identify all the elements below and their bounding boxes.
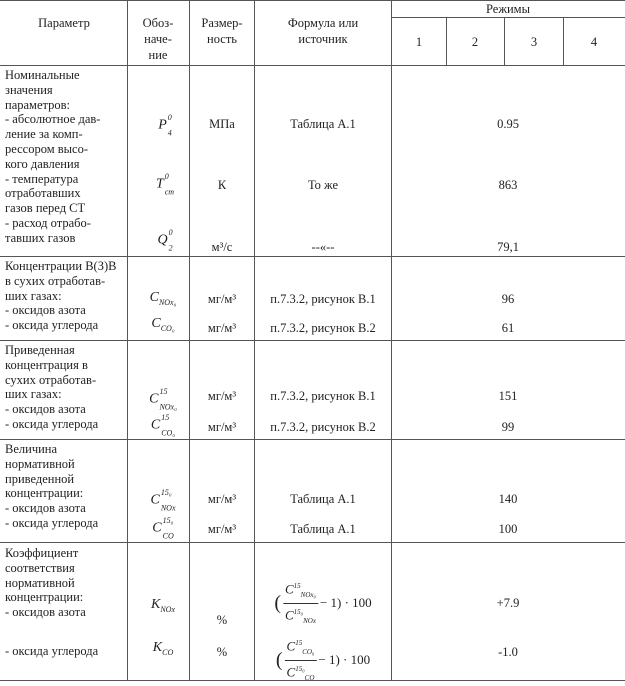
- col-sep-1: [127, 0, 128, 681]
- header-param: Параметр: [38, 16, 90, 30]
- s2-r1-symbol: $C_{NOx_0}$: [149, 290, 177, 307]
- s3-r2-source: п.7.3.2, рисунок В.2: [270, 420, 376, 434]
- header-oboz-2: наче-: [144, 32, 172, 46]
- s3-r1-value: 151: [498, 389, 518, 403]
- s4-label: Величина нормативной приведенной концентрации: - оксидов азота - оксида углерода: [5, 442, 99, 530]
- s5-label-2: - оксида углерода: [5, 644, 99, 658]
- mode-2: 2: [471, 35, 479, 49]
- s2-r1-unit: мг/м³: [207, 292, 237, 306]
- s1-r1-symbol: $P^0$ $_4$: [158, 113, 172, 138]
- rule-sec1: [0, 256, 625, 257]
- header-formula-2: источник: [298, 32, 348, 46]
- header-razm-2: ность: [207, 32, 237, 46]
- s4-r1-source: Таблица А.1: [290, 492, 356, 506]
- s4-r2-symbol: $C^{15_0}$ $_{CO}$: [152, 516, 174, 541]
- mode-1: 1: [415, 35, 423, 49]
- s3-r2-symbol: $C^{15}$ $_{CO_0}$: [150, 413, 176, 438]
- rule-header-bottom: [0, 65, 625, 66]
- s5-r1-symbol: $K_{NOx}$: [150, 597, 176, 614]
- s1-r3-value: 79,1: [497, 240, 519, 254]
- s1-r2-symbol: $T^0$ $_{ст}$: [155, 172, 175, 197]
- s1-label: Номинальные значения параметров: - абсолютное дав- ление за комп- рессором высо- кого давления - температура отработавших газов перед СТ - расход отрабо- тавших газов: [5, 68, 101, 245]
- rule-top: [0, 0, 625, 1]
- s2-r2-value: 61: [501, 321, 515, 335]
- s4-r1-value: 140: [498, 492, 518, 506]
- s2-r2-unit: мг/м³: [207, 321, 237, 335]
- s2-r1-source: п.7.3.2, рисунок В.1: [270, 292, 376, 306]
- mode-3: 3: [530, 35, 538, 49]
- s2-label: Концентрации В(З)В в сухих отработав- ших газах: - оксидов азота - оксида углерода: [5, 259, 117, 333]
- s4-r1-unit: мг/м³: [207, 492, 237, 506]
- s5-r2-formula: ( $\frac{C^{15}_{CO_0}}{C^{15_0}_{CO}}$ − 1) · 100: [276, 635, 370, 686]
- s2-r1-value: 96: [501, 292, 515, 306]
- s5-r1-formula: ( $\frac{C^{15}_{NOx_0}}{C^{15_0}_{NOx}}$ − 1) · 100: [274, 578, 371, 629]
- header-oboz-3: ние: [148, 48, 168, 62]
- s1-r3-source: --«--: [311, 240, 335, 254]
- s1-r2-value: 863: [498, 178, 518, 192]
- s5-r1-value: +7.9: [496, 596, 520, 610]
- s3-label: Приведенная концентрация в сухих отработав- ших газах: - оксидов азота - оксида углерода: [5, 343, 99, 431]
- header-modes: Режимы: [486, 2, 530, 16]
- header-formula-1: Формула или: [287, 16, 359, 30]
- rule-modes: [391, 17, 625, 18]
- rule-sec2: [0, 340, 625, 341]
- s3-r1-source: п.7.3.2, рисунок В.1: [270, 389, 376, 403]
- s3-r1-symbol: $C^{15}$ $_{NOx_0}$: [149, 387, 177, 412]
- header-razm-1: Размер-: [201, 16, 243, 30]
- s3-r2-value: 99: [501, 420, 515, 434]
- s2-r2-source: п.7.3.2, рисунок В.2: [270, 321, 376, 335]
- s4-r2-value: 100: [498, 522, 518, 536]
- rule-sec3: [0, 439, 625, 440]
- header-oboz-1: Обоз-: [142, 16, 174, 30]
- s1-r3-unit: м³/с: [211, 240, 233, 254]
- col-sep-m1: [446, 17, 447, 65]
- col-sep-4: [391, 0, 392, 681]
- s5-r1-unit: %: [216, 613, 228, 627]
- s1-r3-symbol: $Q^0$ $_2$: [157, 228, 173, 253]
- s2-r2-symbol: $C_{CO_0}$: [151, 316, 175, 333]
- mode-4: 4: [590, 35, 598, 49]
- s1-r1-unit: МПа: [209, 117, 235, 131]
- col-sep-m2: [504, 17, 505, 65]
- col-sep-3: [254, 0, 255, 681]
- s4-r2-source: Таблица А.1: [290, 522, 356, 536]
- s5-r2-symbol: $K_{CO}$: [152, 640, 174, 657]
- rule-sec4: [0, 542, 625, 543]
- s1-r1-source: Таблица А.1: [290, 117, 356, 131]
- s5-label: Коэффициент соответствия нормативной концентрации: - оксидов азота: [5, 546, 86, 620]
- s4-r2-unit: мг/м³: [207, 522, 237, 536]
- s5-r2-unit: %: [216, 645, 228, 659]
- s4-r1-symbol: $C^{15_0}$ $_{NOx}$: [150, 488, 176, 513]
- s1-r2-unit: К: [217, 178, 227, 192]
- s1-r1-value: 0.95: [497, 117, 519, 131]
- s3-r2-unit: мг/м³: [207, 420, 237, 434]
- col-sep-m3: [563, 17, 564, 65]
- col-sep-2: [189, 0, 190, 681]
- s1-r2-source: То же: [307, 178, 339, 192]
- s3-r1-unit: мг/м³: [207, 389, 237, 403]
- s5-r2-value: -1.0: [498, 645, 518, 659]
